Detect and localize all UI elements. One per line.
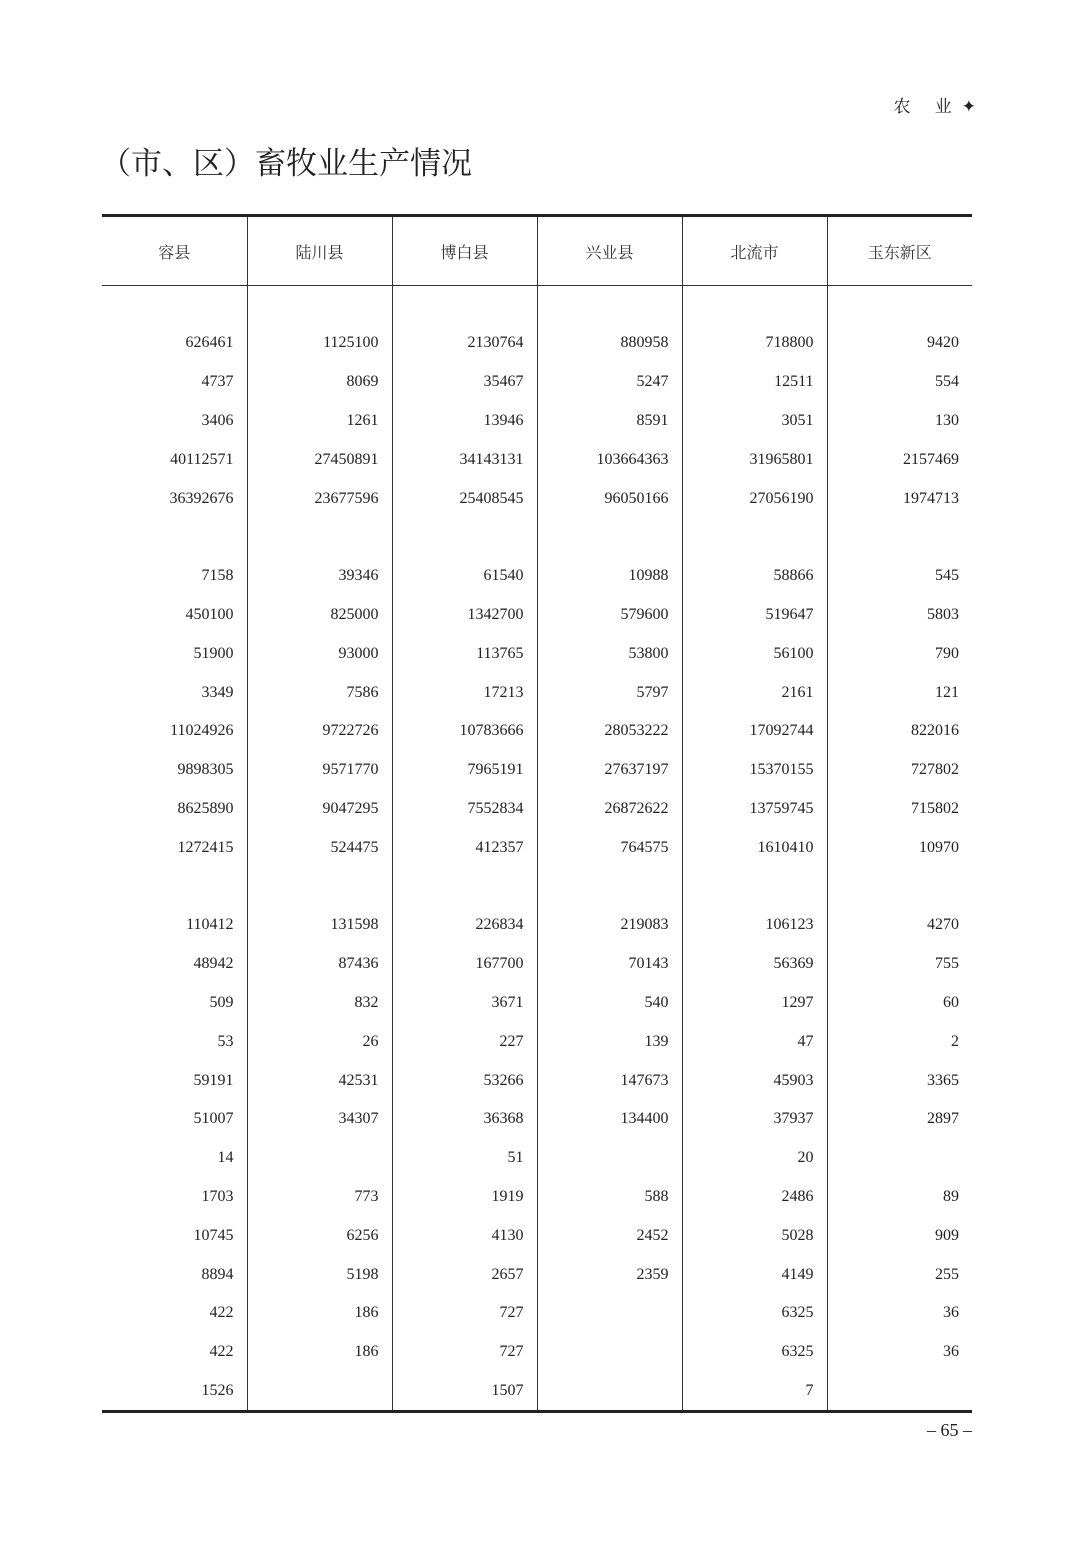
table-cell: 53 xyxy=(217,1032,234,1050)
table-cell: 45903 xyxy=(682,1061,827,1100)
table-cell: 412357 xyxy=(392,828,537,867)
table-row xyxy=(102,1139,972,1178)
table-cell: 51007 xyxy=(193,1110,234,1128)
table-row xyxy=(102,557,972,596)
table-cell xyxy=(537,1333,682,1372)
table-row xyxy=(102,712,972,751)
table-cell: 4270 xyxy=(827,906,972,945)
table-row xyxy=(102,518,972,557)
table-row xyxy=(102,1372,972,1412)
table-cell: 2657 xyxy=(392,1255,537,1294)
table-cell: 27056190 xyxy=(682,479,827,518)
table-cell: 10745 xyxy=(193,1226,234,1244)
table-cell: 8894 xyxy=(201,1265,234,1283)
table-row xyxy=(102,828,972,867)
table-cell: 27450891 xyxy=(247,440,392,479)
table-row xyxy=(102,1294,972,1333)
table-row xyxy=(102,1022,972,1061)
spacer-cell xyxy=(682,286,827,325)
table-cell: 10988 xyxy=(537,557,682,596)
table-cell: 9722726 xyxy=(247,712,392,751)
table-cell xyxy=(682,518,827,557)
table-cell: 48942 xyxy=(193,955,234,973)
table-cell: 186 xyxy=(247,1294,392,1333)
table-cell: 7965191 xyxy=(392,751,537,790)
table-cell xyxy=(537,1294,682,1333)
table-cell: 626461 xyxy=(185,334,234,352)
table-cell: 36392676 xyxy=(169,489,234,507)
table-cell: 36 xyxy=(827,1333,972,1372)
table-cell: 56369 xyxy=(682,945,827,984)
table-cell: 5198 xyxy=(247,1255,392,1294)
table-cell: 34143131 xyxy=(392,440,537,479)
table-cell: 51900 xyxy=(193,644,234,662)
table-cell: 1919 xyxy=(392,1178,537,1217)
table-cell: 764575 xyxy=(537,828,682,867)
table-cell: 31965801 xyxy=(682,440,827,479)
table-cell: 20 xyxy=(682,1139,827,1178)
table-cell xyxy=(102,867,247,906)
table-cell: 9571770 xyxy=(247,751,392,790)
table-cell: 3365 xyxy=(827,1061,972,1100)
table-cell: 1526 xyxy=(102,1372,247,1412)
table-cell: 219083 xyxy=(537,906,682,945)
table-cell: 15370155 xyxy=(682,751,827,790)
section-label: 农 业 xyxy=(893,97,962,116)
table-cell xyxy=(827,518,972,557)
table-row xyxy=(102,906,972,945)
table-row xyxy=(102,984,972,1023)
table-cell xyxy=(537,867,682,906)
table-row xyxy=(102,596,972,635)
page-number: – 65 – xyxy=(927,1420,972,1440)
column-header: 陆川县 xyxy=(247,216,392,286)
table-cell: 27637197 xyxy=(537,751,682,790)
table-cell: 545 xyxy=(827,557,972,596)
table-cell xyxy=(682,867,827,906)
table-cell: 167700 xyxy=(392,945,537,984)
table-cell: 6256 xyxy=(247,1216,392,1255)
column-header: 北流市 xyxy=(682,216,827,286)
table-header-row xyxy=(102,216,972,286)
table-cell: 7 xyxy=(682,1372,827,1412)
table-cell: 5797 xyxy=(537,673,682,712)
table-cell: 60 xyxy=(827,984,972,1023)
table-cell: 96050166 xyxy=(537,479,682,518)
spacer-cell xyxy=(102,286,247,325)
table-cell: 23677596 xyxy=(247,479,392,518)
table-cell: 1297 xyxy=(682,984,827,1023)
table-cell: 450100 xyxy=(185,605,234,623)
table-cell: 5803 xyxy=(827,596,972,635)
data-table xyxy=(102,214,972,1413)
table-cell: 1507 xyxy=(392,1372,537,1412)
table-cell: 2130764 xyxy=(392,324,537,363)
table-cell: 36 xyxy=(827,1294,972,1333)
table-cell: 8069 xyxy=(247,363,392,402)
table-cell: 87436 xyxy=(247,945,392,984)
table-cell: 13946 xyxy=(392,402,537,441)
table-cell: 47 xyxy=(682,1022,827,1061)
spacer-cell xyxy=(827,286,972,325)
table-cell: 103664363 xyxy=(537,440,682,479)
table-cell: 35467 xyxy=(392,363,537,402)
table-cell: 1974713 xyxy=(827,479,972,518)
table-cell: 6325 xyxy=(682,1333,827,1372)
table-row xyxy=(102,673,972,712)
table-cell: 42531 xyxy=(247,1061,392,1100)
table-cell: 7158 xyxy=(201,567,234,585)
table-cell: 186 xyxy=(247,1333,392,1372)
table-cell: 4149 xyxy=(682,1255,827,1294)
table-cell: 727802 xyxy=(827,751,972,790)
table-cell: 727 xyxy=(392,1294,537,1333)
table-cell: 554 xyxy=(827,363,972,402)
table-cell xyxy=(827,1372,972,1412)
table-cell: 1610410 xyxy=(682,828,827,867)
table-cell: 755 xyxy=(827,945,972,984)
table-cell: 11024926 xyxy=(170,722,234,740)
table-cell: 7552834 xyxy=(392,790,537,829)
table-cell: 89 xyxy=(827,1178,972,1217)
table-cell: 715802 xyxy=(827,790,972,829)
table-cell: 56100 xyxy=(682,634,827,673)
table-cell: 3051 xyxy=(682,402,827,441)
table-cell: 727 xyxy=(392,1333,537,1372)
table-row xyxy=(102,479,972,518)
table-cell xyxy=(392,867,537,906)
table-cell: 61540 xyxy=(392,557,537,596)
table-cell: 524475 xyxy=(247,828,392,867)
table-cell: 1125100 xyxy=(247,324,392,363)
table-cell: 9047295 xyxy=(247,790,392,829)
table-cell xyxy=(827,867,972,906)
table-cell: 110412 xyxy=(186,916,234,934)
spacer-cell xyxy=(392,286,537,325)
table-cell: 1261 xyxy=(247,402,392,441)
table-cell: 2897 xyxy=(827,1100,972,1139)
column-header: 玉东新区 xyxy=(827,216,972,286)
spacer-cell xyxy=(247,286,392,325)
table-cell: 422 xyxy=(209,1343,234,1361)
table-cell: 1703 xyxy=(201,1187,234,1205)
table-cell: 822016 xyxy=(827,712,972,751)
column-header: 容县 xyxy=(102,216,247,286)
table-row xyxy=(102,1333,972,1372)
table-row xyxy=(102,1216,972,1255)
table-cell: 13759745 xyxy=(682,790,827,829)
table-cell: 59191 xyxy=(193,1071,234,1089)
table-cell xyxy=(537,1372,682,1412)
table-cell xyxy=(247,1139,392,1178)
spacer-row xyxy=(102,286,972,325)
table-cell: 3406 xyxy=(201,411,234,429)
table-cell: 28053222 xyxy=(537,712,682,751)
table-cell: 825000 xyxy=(247,596,392,635)
table-cell: 9420 xyxy=(827,324,972,363)
table-cell: 3349 xyxy=(201,683,234,701)
table-cell: 17213 xyxy=(392,673,537,712)
table-cell: 70143 xyxy=(537,945,682,984)
table-row xyxy=(102,790,972,829)
table-cell: 2 xyxy=(827,1022,972,1061)
table-cell: 130 xyxy=(827,402,972,441)
table-body xyxy=(102,286,972,1412)
table-cell: 39346 xyxy=(247,557,392,596)
table-cell xyxy=(102,518,247,557)
table-cell: 5247 xyxy=(537,363,682,402)
table-cell: 9898305 xyxy=(177,761,234,779)
table-cell: 93000 xyxy=(247,634,392,673)
table-cell: 880958 xyxy=(537,324,682,363)
table-cell: 1272415 xyxy=(177,838,234,856)
table-cell: 2359 xyxy=(537,1255,682,1294)
table-row xyxy=(102,1178,972,1217)
table-cell: 2161 xyxy=(682,673,827,712)
table-cell: 53800 xyxy=(537,634,682,673)
table-cell: 37937 xyxy=(682,1100,827,1139)
table-cell: 10970 xyxy=(827,828,972,867)
table-row xyxy=(102,1100,972,1139)
table-cell: 579600 xyxy=(537,596,682,635)
table-row xyxy=(102,363,972,402)
column-header: 兴业县 xyxy=(537,216,682,286)
table-cell: 10783666 xyxy=(392,712,537,751)
table-cell: 540 xyxy=(537,984,682,1023)
table-cell: 773 xyxy=(247,1178,392,1217)
diamond-icon: ✦ xyxy=(961,97,976,116)
section-header xyxy=(894,92,977,117)
table-cell: 2452 xyxy=(537,1216,682,1255)
table-cell: 139 xyxy=(537,1022,682,1061)
table-row xyxy=(102,402,972,441)
table-cell: 422 xyxy=(209,1304,234,1322)
table-cell: 8625890 xyxy=(177,799,234,817)
table-cell: 227 xyxy=(392,1022,537,1061)
table-cell: 519647 xyxy=(682,596,827,635)
table-cell: 113765 xyxy=(392,634,537,673)
table-cell xyxy=(827,1139,972,1178)
table-row xyxy=(102,1255,972,1294)
table-cell: 131598 xyxy=(247,906,392,945)
livestock-table xyxy=(102,214,972,1413)
table-cell: 2486 xyxy=(682,1178,827,1217)
table-cell: 4737 xyxy=(201,373,234,391)
table-row xyxy=(102,945,972,984)
table-row xyxy=(102,324,972,363)
table-cell: 53266 xyxy=(392,1061,537,1100)
spacer-cell xyxy=(537,286,682,325)
table-cell xyxy=(247,1372,392,1412)
table-cell: 34307 xyxy=(247,1100,392,1139)
table-cell: 226834 xyxy=(392,906,537,945)
table-cell: 26 xyxy=(247,1022,392,1061)
table-cell: 3671 xyxy=(392,984,537,1023)
table-cell xyxy=(537,518,682,557)
table-cell: 255 xyxy=(827,1255,972,1294)
table-cell: 8591 xyxy=(537,402,682,441)
table-cell: 121 xyxy=(827,673,972,712)
table-cell xyxy=(392,518,537,557)
table-cell: 25408545 xyxy=(392,479,537,518)
table-row xyxy=(102,634,972,673)
table-cell: 58866 xyxy=(682,557,827,596)
table-cell: 909 xyxy=(827,1216,972,1255)
table-cell: 40112571 xyxy=(170,450,234,468)
table-cell: 5028 xyxy=(682,1216,827,1255)
table-cell: 14 xyxy=(217,1149,234,1167)
table-cell xyxy=(247,518,392,557)
table-cell: 718800 xyxy=(682,324,827,363)
table-cell: 2157469 xyxy=(827,440,972,479)
table-cell: 147673 xyxy=(537,1061,682,1100)
table-cell xyxy=(247,867,392,906)
table-cell: 12511 xyxy=(682,363,827,402)
table-cell: 36368 xyxy=(392,1100,537,1139)
table-row xyxy=(102,1061,972,1100)
table-cell: 17092744 xyxy=(682,712,827,751)
table-cell: 1342700 xyxy=(392,596,537,635)
table-cell: 790 xyxy=(827,634,972,673)
table-row xyxy=(102,751,972,790)
table-cell: 509 xyxy=(209,993,234,1011)
table-cell: 134400 xyxy=(537,1100,682,1139)
page-title: （市、区）畜牧业生产情况 xyxy=(100,146,472,182)
table-cell xyxy=(537,1139,682,1178)
table-row xyxy=(102,440,972,479)
table-cell: 26872622 xyxy=(537,790,682,829)
table-cell: 588 xyxy=(537,1178,682,1217)
table-cell: 6325 xyxy=(682,1294,827,1333)
table-row xyxy=(102,867,972,906)
column-header: 博白县 xyxy=(392,216,537,286)
table-cell: 106123 xyxy=(682,906,827,945)
table-cell: 7586 xyxy=(247,673,392,712)
table-cell: 51 xyxy=(392,1139,537,1178)
table-cell: 4130 xyxy=(392,1216,537,1255)
table-cell: 832 xyxy=(247,984,392,1023)
